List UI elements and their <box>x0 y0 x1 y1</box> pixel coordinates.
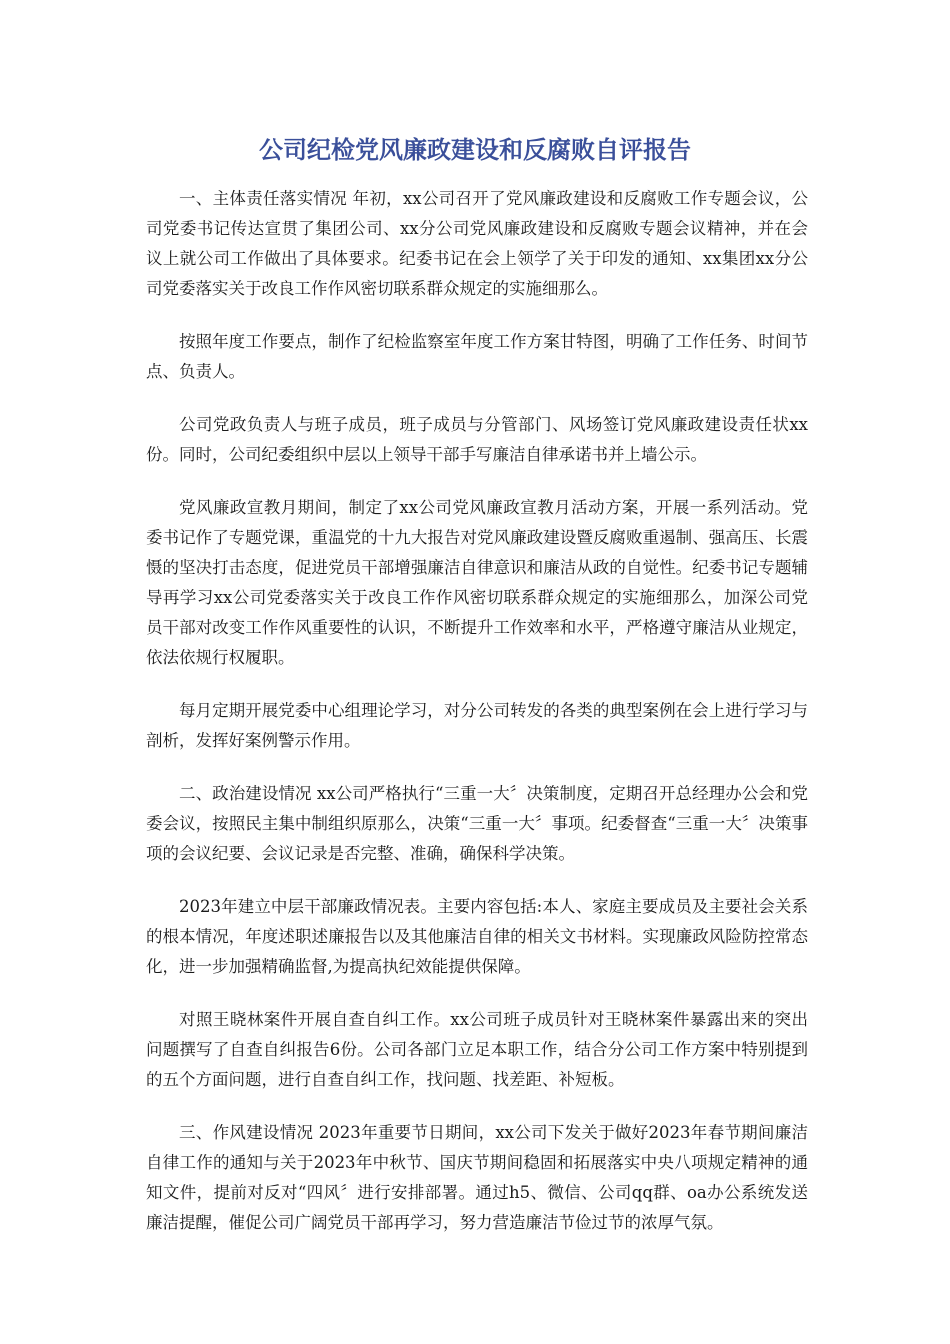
paragraph-political-building: 二、政治建设情况 xx公司严格执行“三重一大〞决策制度，定期召开总经理办公会和党委会议，按照民主集中制组织原那么，决策“三重一大〞事项。纪委督查“三重一大〞决策事项的会议纪要、会议记录是否完整、准确，确保科学决策。 <box>146 784 808 863</box>
paragraph-monthly-study: 每月定期开展党委中心组理论学习，对分公司转发的各类的典型案例在会上进行学习与剖析，发挥好案例警示作用。 <box>146 701 808 750</box>
document-title: 公司纪检党风廉政建设和反腐败自评报告 <box>259 136 691 164</box>
paragraph-work-style: 三、作风建设情况 2023年重要节日期间，xx公司下发关于做好2023年春节期间廉洁自律工作的通知与关于2023年中秋节、国庆节期间稳固和拓展落实中央八项规定精神的通知文件，提前对反对“四风〞进行安排部署。通过h5、微信、公司qq群、oa办公系统发送廉洁提醒，催促公司广阔党员干部再学习，努力营造廉洁节俭过节的浓厚气氛。 <box>146 1123 808 1232</box>
document-body <box>146 184 808 1261</box>
paragraph-responsibility: 一、主体责任落实情况 年初，xx公司召开了党风廉政建设和反腐败工作专题会议，公司党委书记传达宣贯了集团公司、xx分公司党风廉政建设和反腐败专题会议精神，并在会议上就公司工作做出了具体要求。纪委书记在会上领学了关于印发的通知、xx集团xx分公司党委落实关于改良工作作风密切联系群众规定的实施细那么。 <box>146 189 808 298</box>
paragraph-work-plan: 按照年度工作要点，制作了纪检监察室年度工作方案甘特图，明确了工作任务、时间节点、负责人。 <box>146 332 808 381</box>
paragraph-responsibility-letter: 公司党政负责人与班子成员，班子成员与分管部门、风场签订党风廉政建设责任状xx份。同时，公司纪委组织中层以上领导干部手写廉洁自律承诺书并上墙公示。 <box>146 415 808 464</box>
paragraph-cadre-record: 2023年建立中层干部廉政情况表。主要内容包括:本人、家庭主要成员及主要社会关系的根本情况，年度述职述廉报告以及其他廉洁自律的相关文书材料。实现廉政风险防控常态化，进一步加强精确监督,为提高执纪效能提供保障。 <box>146 897 808 976</box>
paragraph-education-month: 党风廉政宣教月期间，制定了xx公司党风廉政宣教月活动方案，开展一系列活动。党委书记作了专题党课，重温党的十九大报告对党风廉政建设暨反腐败重遏制、强高压、长震慑的坚决打击态度，促进党员干部增强廉洁自律意识和廉洁从政的自觉性。纪委书记专题辅导再学习xx公司党委落实关于改良工作作风密切联系群众规定的实施细那么，加深公司党员干部对改变工作作风重要性的认识，不断提升工作效率和水平，严格遵守廉洁从业规定，依法依规行权履职。 <box>146 498 808 667</box>
paragraph-self-inspection: 对照王晓林案件开展自查自纠工作。xx公司班子成员针对王晓林案件暴露出来的突出问题撰写了自查自纠报告6份。公司各部门立足本职工作，结合分公司工作方案中特别提到的五个方面问题，进行自查自纠工作，找问题、找差距、补短板。 <box>146 1010 808 1089</box>
